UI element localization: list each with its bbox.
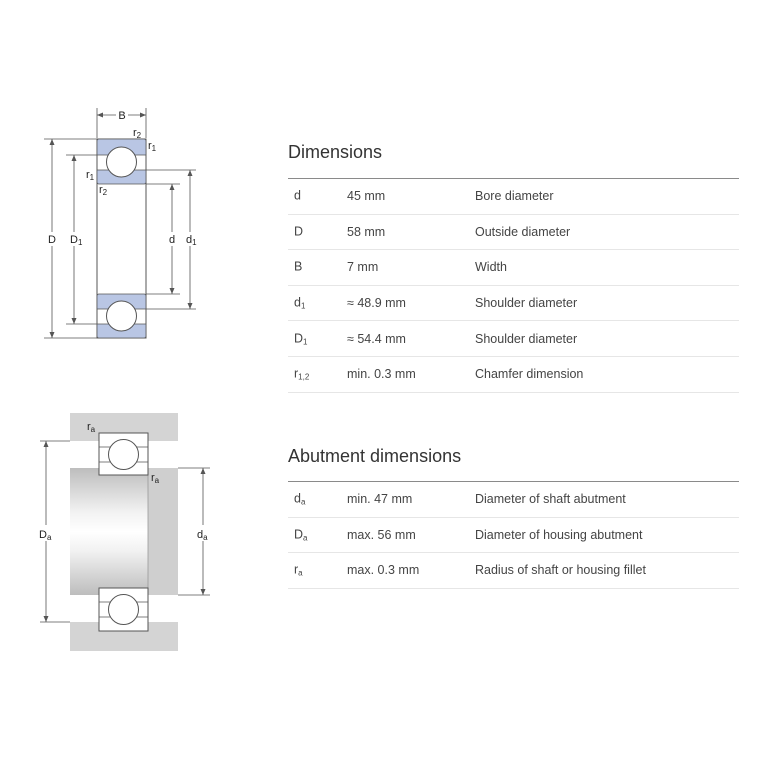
row-value: ≈ 54.4 mm [347, 331, 406, 346]
abutment-diagram [0, 400, 230, 660]
label-Da: Da [39, 529, 52, 542]
label-ra-top: ra [87, 421, 96, 434]
row-description: Diameter of housing abutment [475, 527, 643, 542]
row-symbol: $D_1$ [294, 331, 308, 347]
row-value: 58 mm [347, 224, 386, 239]
row-symbol: $r_{1,2}$ [294, 366, 310, 382]
row-description: Shoulder diameter [475, 296, 578, 311]
label-da: da [197, 529, 208, 542]
dimensions-table [288, 178, 739, 393]
row-description: Bore diameter [475, 189, 554, 204]
label-ra-right: ra [151, 472, 160, 485]
row-value: max. 56 mm [347, 527, 416, 542]
row-description: Chamfer dimension [475, 367, 584, 382]
row-symbol: D [294, 224, 304, 239]
label-r2-mid: r2 [99, 184, 108, 197]
label-r1-mid: r1 [86, 169, 95, 182]
table-row [288, 321, 739, 357]
table-row [288, 250, 739, 286]
row-value: max. 0.3 mm [347, 563, 420, 578]
row-description: Width [475, 260, 507, 275]
label-d1: d1 [186, 234, 197, 247]
row-value: 7 mm [347, 260, 379, 275]
label-B: B [118, 110, 126, 122]
abutment-table [288, 481, 739, 589]
row-description: Shoulder diameter [475, 331, 578, 346]
row-symbol: $r_a$ [294, 562, 303, 578]
row-symbol: $d_1$ [294, 295, 306, 311]
table-row [288, 215, 739, 251]
label-d: d [168, 234, 176, 246]
row-description: Outside diameter [475, 224, 571, 239]
label-r2-top: r2 [133, 127, 142, 140]
row-description: Radius of shaft or housing fillet [475, 563, 646, 578]
row-symbol: d [294, 188, 301, 203]
row-symbol: $D_a$ [294, 527, 308, 543]
table-row [288, 553, 739, 589]
label-D: D [48, 234, 56, 246]
table-row [288, 518, 739, 554]
table-row [288, 482, 739, 518]
label-D1: D1 [70, 234, 83, 247]
row-value: 45 mm [347, 189, 386, 204]
label-r1-top: r1 [148, 140, 157, 153]
row-value: min. 0.3 mm [347, 367, 416, 382]
table-row [288, 179, 739, 215]
table-row [288, 357, 739, 393]
abutment-title: Abutment dimensions [288, 446, 462, 466]
row-symbol: $d_a$ [294, 491, 306, 507]
row-symbol: B [294, 259, 303, 274]
row-description: Diameter of shaft abutment [475, 492, 626, 507]
dimensions-title: Dimensions [288, 142, 383, 162]
table-row [288, 286, 739, 322]
row-value: min. 47 mm [347, 492, 413, 507]
bearing-cross-section-diagram [0, 0, 230, 400]
row-value: ≈ 48.9 mm [347, 296, 406, 311]
